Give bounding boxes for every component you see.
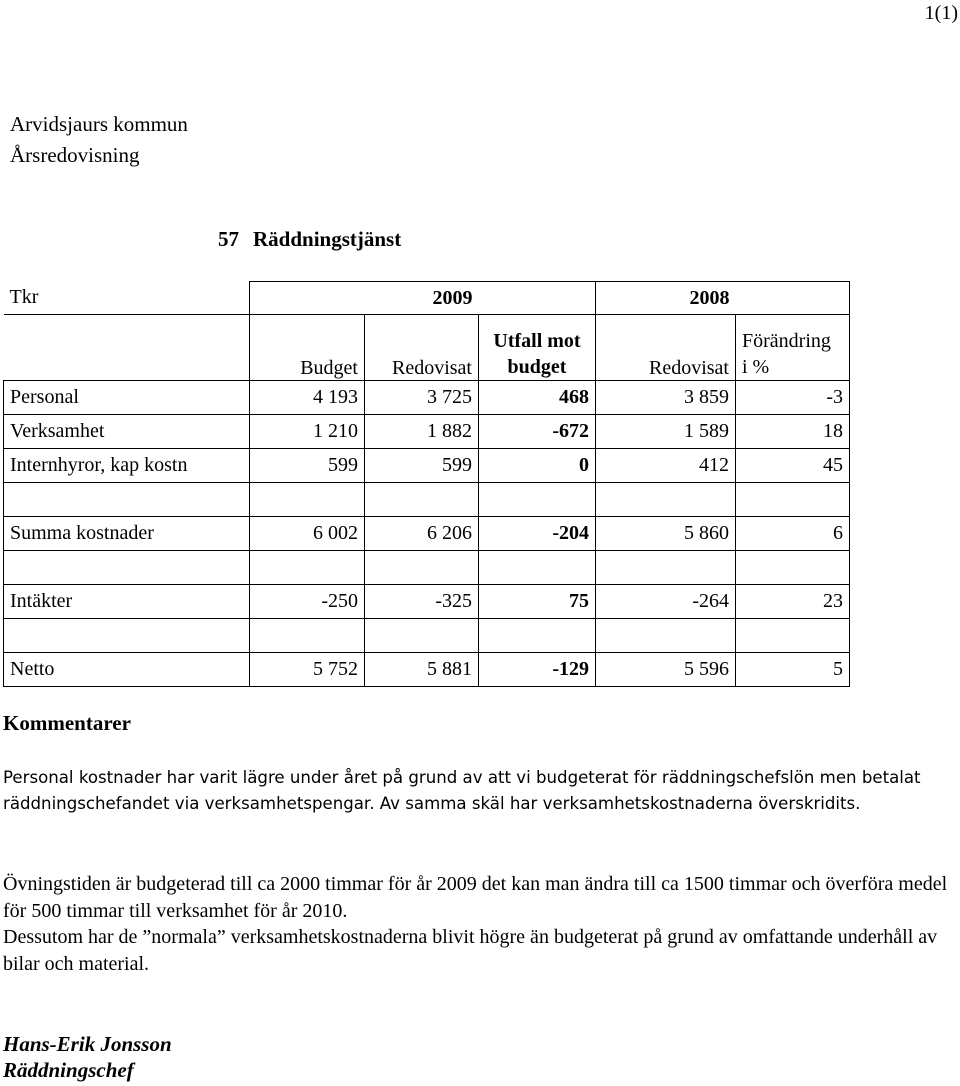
cell-budget: 6 002: [250, 517, 365, 551]
comments-heading: Kommentarer: [3, 711, 131, 735]
organization-name: Arvidsjaurs kommun: [10, 112, 188, 136]
cell-redovisat-2008: 3 859: [596, 381, 736, 415]
unit-label: Tkr: [9, 286, 39, 309]
cell-utfall: -672: [479, 415, 596, 449]
cell-forandring: 45: [736, 449, 850, 483]
cell-redovisat: 3 725: [365, 381, 479, 415]
col-header-utfall: Utfall mot budget: [479, 315, 596, 381]
cell-redovisat: 6 206: [365, 517, 479, 551]
cell-utfall: 468: [479, 381, 596, 415]
section-title: [218, 227, 415, 252]
table-year-row: [4, 282, 850, 315]
signature-name: Hans-Erik Jonsson: [3, 1032, 172, 1056]
col-header-redovisat-2008: Redovisat: [596, 315, 736, 381]
col-header-redovisat: Redovisat: [365, 315, 479, 381]
table-spacer-row: [4, 483, 850, 517]
row-label: Netto: [4, 653, 250, 687]
table-spacer-row: [4, 619, 850, 653]
cell-redovisat-2008: -264: [596, 585, 736, 619]
cell-forandring: 18: [736, 415, 850, 449]
cell-redovisat: 5 881: [365, 653, 479, 687]
cell-budget: 4 193: [250, 381, 365, 415]
col-header-forandring: Förändring i %: [736, 315, 850, 381]
section-number: 57: [218, 227, 239, 251]
table-row: [4, 653, 850, 687]
cell-redovisat-2008: 5 596: [596, 653, 736, 687]
cell-forandring: 5: [736, 653, 850, 687]
report-type: Årsredovisning: [10, 143, 140, 167]
document-header: [10, 109, 188, 171]
cell-utfall: -204: [479, 517, 596, 551]
comment-paragraph-personal: Personal kostnader har varit lägre under året på grund av att vi budgeterat för räddningschefslön men betalat räddningschefandet via verksamhetspengar. Av samma skäl har verksamhetskostnaderna överskridits.: [3, 768, 921, 813]
year-2009: 2009: [365, 282, 479, 315]
cell-utfall: 0: [479, 449, 596, 483]
page-number: 1(1): [924, 2, 958, 24]
cell-redovisat-2008: 5 860: [596, 517, 736, 551]
cell-budget: 1 210: [250, 415, 365, 449]
comment-paragraph-ovningstid: Övningstiden är budgeterad till ca 2000 timmar för år 2009 det kan man ändra till ca 1500 timmar och överföra medel för 500 timmar till verksamhet för år 2010.: [3, 873, 948, 922]
row-label: Verksamhet: [4, 415, 250, 449]
cell-forandring: 6: [736, 517, 850, 551]
table-row: [4, 449, 850, 483]
signature-role: Räddningschef: [3, 1058, 134, 1082]
table-row: [4, 415, 850, 449]
cell-redovisat: -325: [365, 585, 479, 619]
cell-budget: -250: [250, 585, 365, 619]
table-header-row: [4, 315, 850, 381]
comment-paragraph-underhall: Dessutom har de ”normala” verksamhetskostnaderna blivit högre än budgeterat på grund av omfattande underhåll av bilar och material.: [3, 926, 938, 975]
cell-forandring: 23: [736, 585, 850, 619]
table-row: [4, 517, 850, 551]
cell-budget: 5 752: [250, 653, 365, 687]
cell-redovisat-2008: 412: [596, 449, 736, 483]
row-label: Intäkter: [4, 585, 250, 619]
cell-utfall: -129: [479, 653, 596, 687]
row-label: Summa kostnader: [4, 517, 250, 551]
table-row: [4, 585, 850, 619]
col-header-budget: Budget: [250, 315, 365, 381]
row-label: Personal: [4, 381, 250, 415]
section-name: Räddningstjänst: [253, 227, 402, 251]
cell-redovisat: 599: [365, 449, 479, 483]
cell-utfall: 75: [479, 585, 596, 619]
row-label: Internhyror, kap kostn: [4, 449, 250, 483]
cell-redovisat-2008: 1 589: [596, 415, 736, 449]
table-spacer-row: [4, 551, 850, 585]
financial-table: [3, 281, 850, 687]
cell-budget: 599: [250, 449, 365, 483]
table-row: [4, 381, 850, 415]
year-2008: 2008: [596, 282, 736, 315]
cell-redovisat: 1 882: [365, 415, 479, 449]
cell-forandring: -3: [736, 381, 850, 415]
